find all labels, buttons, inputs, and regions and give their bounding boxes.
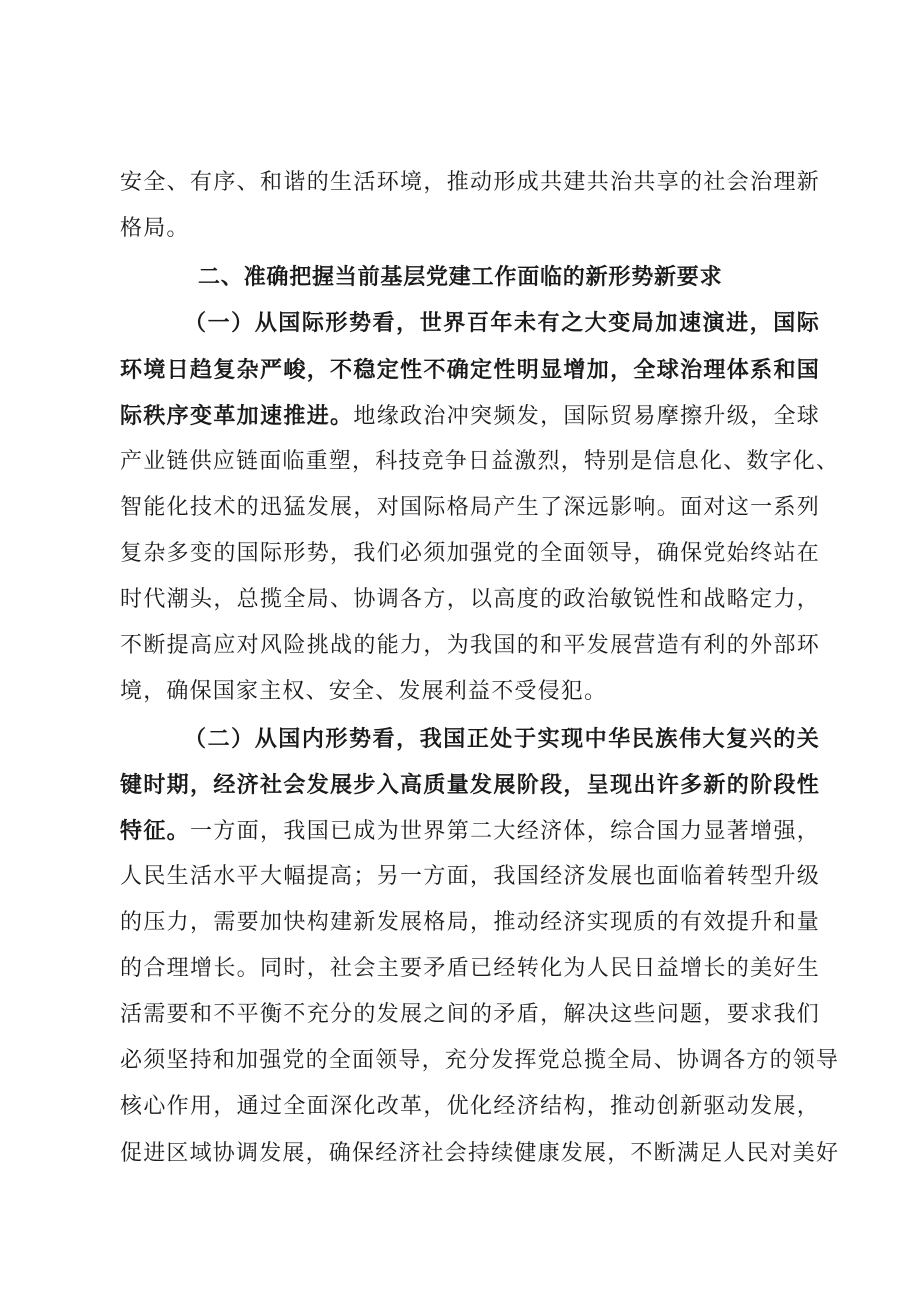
subsection-heading-line [184, 724, 820, 755]
subsection-heading-line [120, 355, 820, 386]
normal-text: 地缘政治冲突频发，国际贸易摩擦升级，全球 [353, 404, 820, 429]
paragraph-line [120, 214, 820, 244]
normal-text: 安全、有序、和谐的生活环境，推动形成共建共治共享的社会治理新 [120, 170, 820, 195]
normal-text: 格局。 [120, 216, 190, 241]
paragraph-line [120, 1000, 820, 1030]
bold-text: 环境日趋复杂严峻，不稳定性不确定性明显增加，全球治理体系和国 [120, 357, 820, 383]
paragraph-line [120, 1139, 840, 1169]
paragraph-line [120, 816, 820, 847]
normal-text: 时代潮头，总揽全局、协调各方，以高度的政治敏锐性和战略定力， [120, 587, 820, 612]
paragraph-line [120, 447, 840, 477]
normal-text: 的压力，需要加快构建新发展格局，推动经济实现质的有效提升和量 [120, 910, 820, 935]
bold-text: 特征。 [120, 818, 191, 844]
section-heading [198, 262, 820, 292]
normal-text: 必须坚持和加强党的全面领导，充分发挥党总揽全局、协调各方的领导 [120, 1048, 840, 1073]
paragraph-line [120, 539, 820, 569]
bold-text: 际秩序变革加速推进。 [120, 403, 354, 429]
subsection-heading-line [120, 770, 820, 801]
paragraph-line [120, 908, 820, 938]
normal-text: 促进区域协调发展，确保经济社会持续健康发展，不断满足人民对美好 [120, 1141, 840, 1166]
bold-text: 键时期，经济社会发展步入高质量发展阶段，呈现出许多新的阶段性 [120, 772, 820, 798]
paragraph-line [120, 493, 820, 523]
paragraph-line [120, 401, 820, 432]
paragraph-line [120, 168, 820, 198]
normal-text: 的合理增长。同时，社会主要矛盾已经转化为人民日益增长的美好生 [120, 956, 820, 981]
paragraph-line [120, 862, 820, 892]
normal-text: 产业链供应链面临重塑，科技竞争日益激烈，特别是信息化、数字化、 [120, 449, 840, 474]
normal-text: 智能化技术的迅猛发展，对国际格局产生了深远影响。面对这一系列 [120, 495, 820, 520]
normal-text: 境，确保国家主权、安全、发展利益不受侵犯。 [120, 679, 608, 704]
normal-text: 活需要和不平衡不充分的发展之间的矛盾，解决这些问题，要求我们 [120, 1002, 820, 1027]
normal-text: 核心作用，通过全面深化改革，优化经济结构，推动创新驱动发展， [120, 1094, 820, 1119]
bold-text: （二）从国内形势看，我国正处于实现中华民族伟大复兴的关 [184, 726, 820, 752]
paragraph-line [120, 1092, 820, 1122]
heading-text: 二、准确把握当前基层党建工作面临的新形势新要求 [198, 264, 723, 290]
normal-text: 一方面，我国已成为世界第二大经济体，综合国力显著增强， [190, 819, 820, 844]
normal-text: 不断提高应对风险挑战的能力，为我国的和平发展营造有利的外部环 [120, 633, 820, 658]
normal-text: 人民生活水平大幅提高；另一方面，我国经济发展也面临着转型升级 [120, 864, 820, 889]
paragraph-line [120, 585, 820, 615]
normal-text: 复杂多变的国际形势，我们必须加强党的全面领导，确保党始终站在 [120, 541, 820, 566]
paragraph-line [120, 631, 820, 661]
paragraph-line [120, 1046, 840, 1076]
bold-text: （一）从国际形势看，世界百年未有之大变局加速演进，国际 [184, 310, 820, 336]
paragraph-line [120, 677, 820, 707]
paragraph-line [120, 954, 820, 984]
subsection-heading-line [184, 308, 820, 339]
